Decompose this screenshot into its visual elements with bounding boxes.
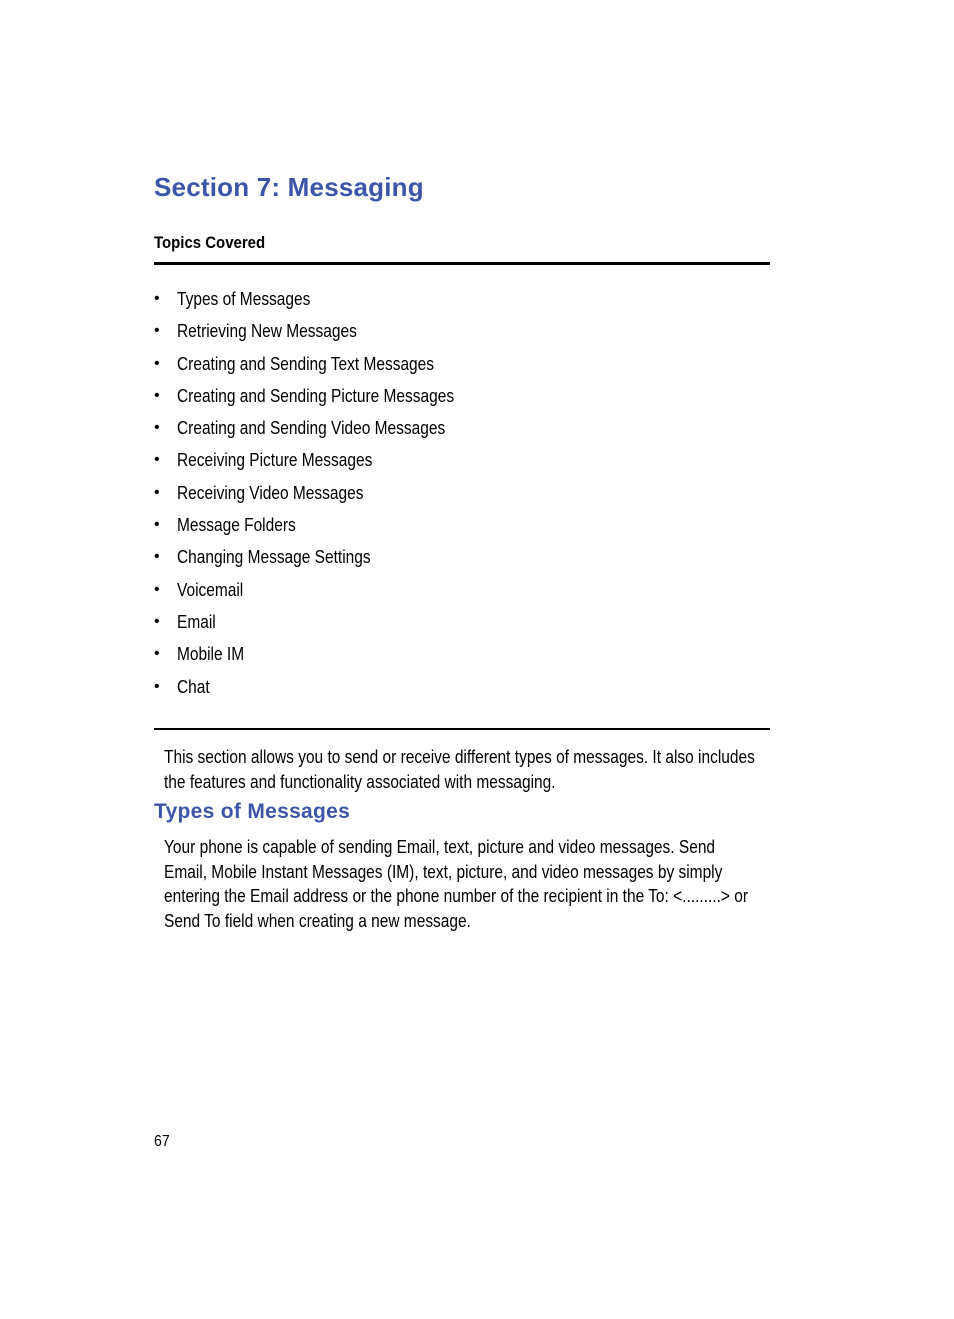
topic-label: Receiving Video Messages [177, 482, 364, 503]
bullet-icon: • [154, 322, 160, 340]
bullet-icon: • [154, 516, 160, 534]
topic-item [154, 480, 499, 512]
bullet-icon: • [154, 451, 160, 469]
topic-item [154, 641, 499, 673]
topic-label: Creating and Sending Picture Messages [177, 385, 455, 406]
topic-label: Mobile IM [177, 644, 245, 665]
topic-item [154, 318, 499, 350]
topic-item [154, 512, 499, 544]
topic-item [154, 415, 499, 447]
topic-item [154, 383, 499, 415]
topic-item [154, 674, 499, 706]
topic-label: Types of Messages [177, 289, 311, 309]
page-number: 67 [154, 1133, 170, 1150]
topic-item [154, 447, 499, 479]
topic-label: Changing Message Settings [177, 547, 371, 568]
topics-list [154, 286, 499, 706]
topic-item [154, 609, 499, 641]
bullet-icon: • [154, 580, 160, 598]
topic-item [154, 351, 499, 383]
topic-label: Creating and Sending Video Messages [177, 418, 446, 439]
bullet-icon: • [154, 645, 160, 663]
topics-covered-heading: Topics Covered [154, 233, 266, 252]
bullet-icon: • [154, 677, 160, 695]
topic-label: Retrieving New Messages [177, 321, 357, 342]
topic-label: Voicemail [177, 579, 244, 600]
topic-item [154, 286, 499, 318]
intro-paragraph: This section allows you to send or receive different types of messages. It also includes the features and functionality associated with messaging. [164, 747, 755, 792]
topics-bottom-divider [154, 728, 770, 730]
topic-label: Message Folders [177, 515, 296, 536]
topic-label: Creating and Sending Text Messages [177, 353, 435, 374]
types-of-messages-heading: Types of Messages [154, 800, 351, 823]
topic-item [154, 577, 499, 609]
bullet-icon: • [154, 386, 160, 404]
topic-label: Chat [177, 676, 210, 697]
topics-top-divider [154, 262, 770, 265]
bullet-icon: • [154, 354, 160, 372]
bullet-icon: • [154, 483, 160, 501]
topic-item [154, 544, 499, 576]
types-of-messages-paragraph: Your phone is capable of sending Email, text, picture and video messages. Send Email, Mobile Instant Messages (IM), text, picture, and video messages by simply entering the Email address or the phone number of the recipient in the To: <.........> or Send To field when creating a new message. [164, 837, 749, 931]
bullet-icon: • [154, 612, 160, 630]
topic-label: Receiving Picture Messages [177, 450, 373, 471]
bullet-icon: • [154, 290, 160, 307]
bullet-icon: • [154, 548, 160, 566]
bullet-icon: • [154, 419, 160, 437]
section-title: Section 7: Messaging [154, 172, 424, 202]
topic-label: Email [177, 611, 216, 632]
